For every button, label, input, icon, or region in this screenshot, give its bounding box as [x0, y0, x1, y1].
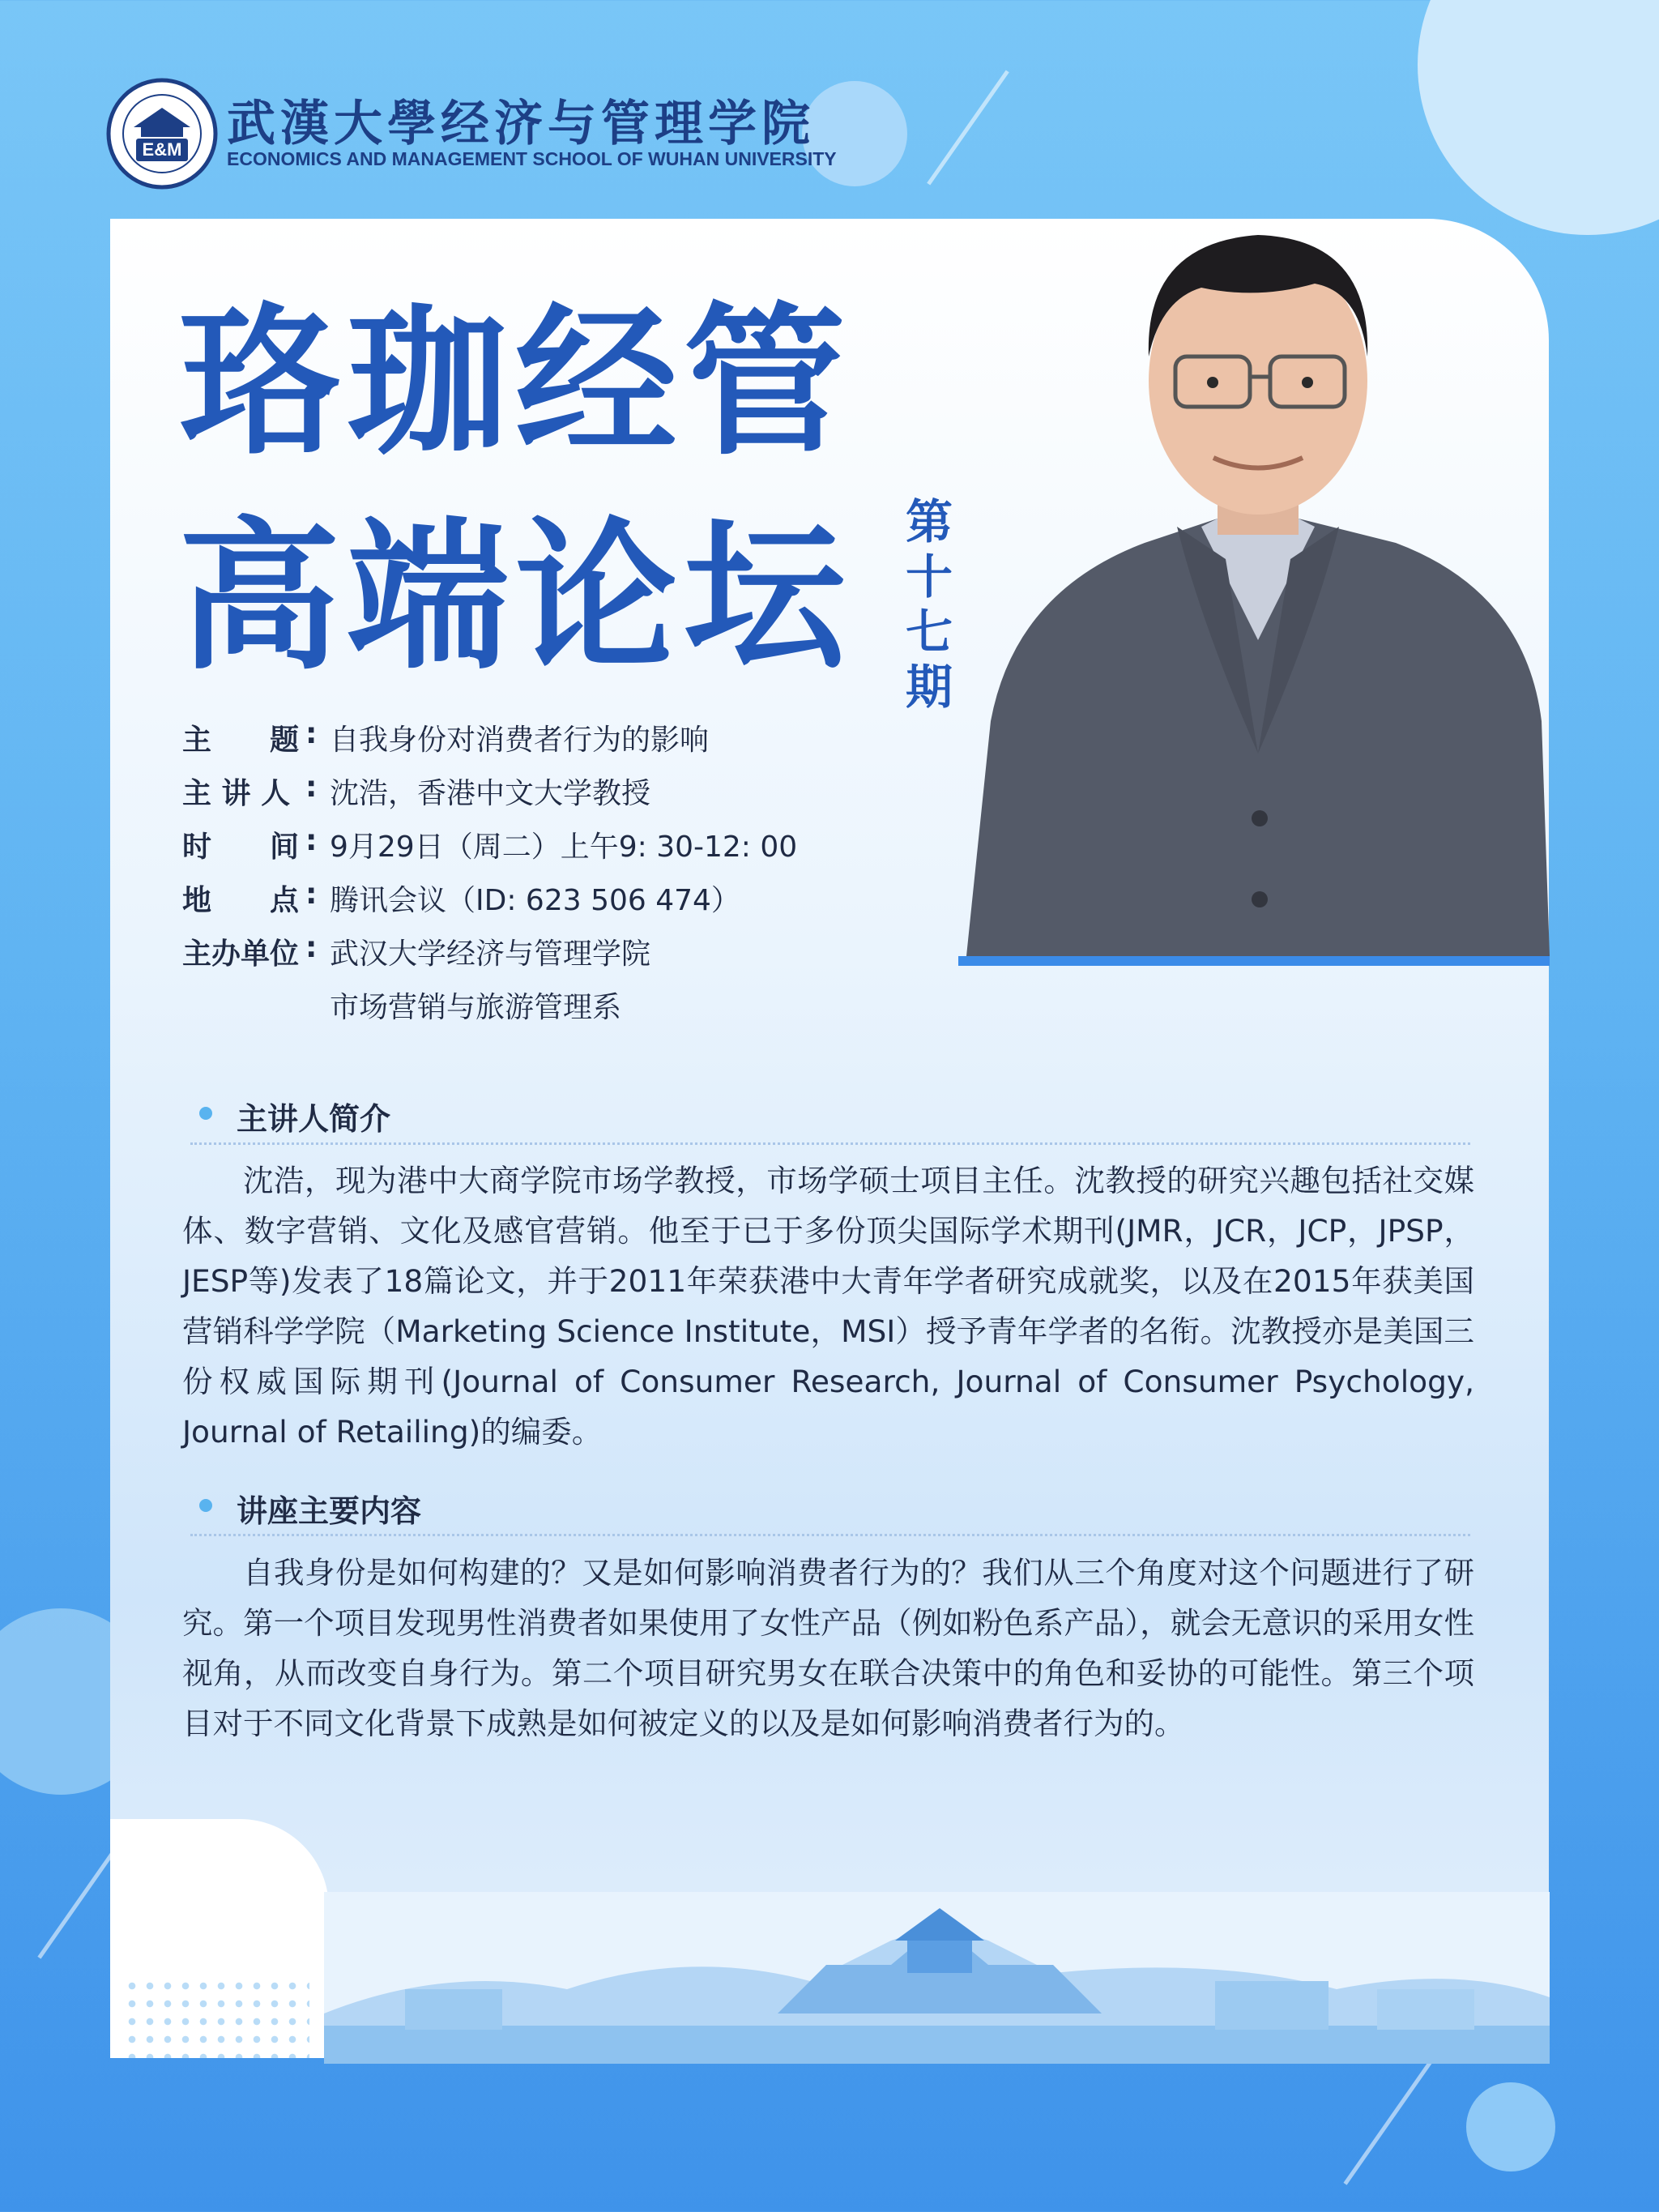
info-label: 主 题	[182, 724, 300, 757]
title-line-2: 高端论坛	[178, 503, 853, 692]
school-name-chinese: 武漢大學经济与管理学院	[227, 96, 815, 152]
info-label: 主办单位	[182, 937, 300, 971]
school-name-english: ECONOMICS AND MANAGEMENT SCHOOL OF WUHAN UNIVERSITY	[227, 148, 837, 169]
info-colon: :	[305, 771, 318, 804]
campus-skyline-illustration	[324, 1892, 1550, 2064]
speaker-photo	[958, 138, 1550, 956]
section-heading-speaker: 主讲人简介	[237, 1101, 391, 1137]
section-divider	[190, 1534, 1470, 1536]
dot-pattern	[123, 1977, 309, 2058]
info-row-topic	[182, 717, 992, 771]
decor-circle-bottom-right	[1466, 2082, 1555, 2171]
decor-line-bottom	[1343, 2056, 1435, 2185]
info-label: 主 讲 人	[182, 777, 291, 810]
info-value-time: 9月29日（周二）上午9: 30-12: 00	[330, 831, 798, 864]
speaker-bio: 沈浩，现为港中大商学院市场学教授，市场学硕士项目主任。沈教授的研究兴趣包括社交媒体、数字营销、文化及感官营销。他至于已于多份顶尖国际学术期刊(JMR，JCR，JCP，JPSP，JESP等)发表了18篇论文，并于2011年荣获港中大青年学者研究成就奖，以及在2015年获美国营销科学学院（Marketing Science Institute，MSI）授予青年学者的名衔。沈教授亦是美国三份权威国际期刊(Journal of Consumer Research, Journal of Consumer Psychology, Journal of Retailing)的编委。	[182, 1163, 1474, 1450]
info-colon: :	[305, 824, 318, 857]
section-heading-content: 讲座主要内容	[237, 1493, 422, 1529]
info-colon: :	[305, 931, 318, 964]
info-row-organizer-2	[182, 984, 992, 1038]
info-label: 地 点	[182, 884, 300, 917]
info-row-location	[182, 878, 992, 931]
info-value-topic: 自我身份对消费者行为的影响	[330, 724, 710, 757]
header	[105, 77, 837, 190]
info-row-speaker	[182, 771, 992, 824]
svg-text:E&M: E&M	[142, 139, 182, 160]
info-value-speaker: 沈浩，香港中文大学教授	[330, 777, 651, 810]
photo-underline-bar	[958, 956, 1550, 966]
info-label: 时 间	[182, 831, 300, 864]
bullet-dot	[199, 1107, 212, 1120]
info-row-organizer	[182, 931, 992, 984]
info-value-organizer: 武汉大学经济与管理学院	[330, 937, 651, 971]
info-value-organizer-2: 市场营销与旅游管理系	[330, 991, 622, 1024]
info-value-location: 腾讯会议（ID: 623 506 474）	[330, 884, 740, 917]
lecture-content: 自我身份是如何构建的？又是如何影响消费者行为的？我们从三个角度对这个问题进行了研究。第一个项目发现男性消费者如果使用了女性产品（例如粉色系产品），就会无意识的采用女性视角，从而改变自身行为。第二个项目研究男女在联合决策中的角色和妥协的可能性。第三个项目对于不同文化背景下成熟是如何被定义的以及是如何影响消费者行为的。	[182, 1555, 1474, 1741]
title-line-1: 珞珈经管	[178, 288, 853, 477]
forum-title	[178, 275, 948, 705]
info-colon: :	[305, 878, 318, 911]
section-divider	[190, 1142, 1470, 1145]
info-row-time	[182, 824, 992, 878]
info-colon: :	[305, 717, 318, 750]
bullet-dot	[199, 1499, 212, 1512]
issue-number: 第十七期	[905, 494, 953, 715]
event-info	[182, 717, 992, 1038]
school-logo-icon	[105, 77, 219, 190]
